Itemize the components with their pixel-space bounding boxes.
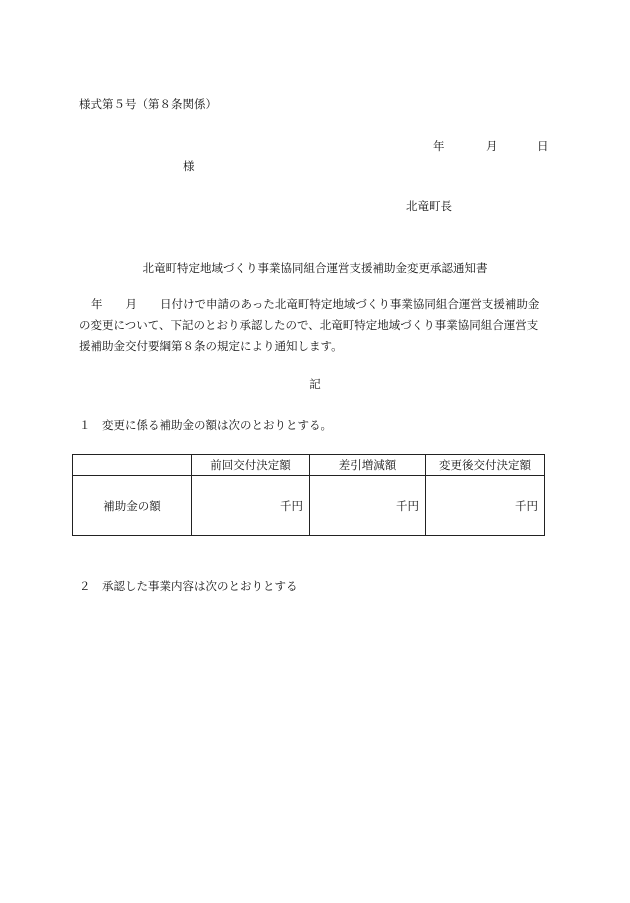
date-month-label: 月: [486, 139, 498, 153]
item-1: １ 変更に係る補助金の額は次のとおりとする。: [79, 418, 332, 432]
form-number: 様式第５号（第８条関係）: [79, 97, 217, 111]
table-header-revised: 変更後交付決定額: [426, 455, 545, 476]
cell-difference-amount: 千円: [310, 476, 426, 536]
cell-previous-amount: 千円: [192, 476, 310, 536]
body-line-3: 援補助金交付要綱第８条の規定により通知します。: [79, 339, 343, 353]
row-label: 補助金の額: [73, 476, 192, 536]
body-text: [79, 294, 557, 357]
date-day-label: 日: [537, 139, 549, 153]
ki-heading: 記: [309, 377, 321, 391]
body-line-1: 年 月 日付けで申請のあった北竜町特定地域づくり事業協同組合運営支援補助金: [91, 297, 540, 311]
addressee-suffix: 様: [183, 159, 195, 173]
table-row: [73, 476, 545, 536]
amount-table: [72, 454, 545, 536]
body-line-2: の変更について、下記のとおり承認したので、北竜町特定地域づくり事業協同組合運営支: [79, 318, 539, 332]
table-header-difference: 差引増減額: [310, 455, 426, 476]
table-header-previous: 前回交付決定額: [192, 455, 310, 476]
issuer-name: 北竜町長: [406, 199, 452, 213]
table-header-row: [73, 455, 545, 476]
item-2: ２ 承認した事業内容は次のとおりとする: [79, 579, 298, 593]
table-header-empty: [73, 455, 192, 476]
date-year-label: 年: [433, 139, 445, 153]
document-title: 北竜町特定地域づくり事業協同組合運営支援補助金変更承認通知書: [142, 261, 488, 275]
cell-revised-amount: 千円: [426, 476, 545, 536]
